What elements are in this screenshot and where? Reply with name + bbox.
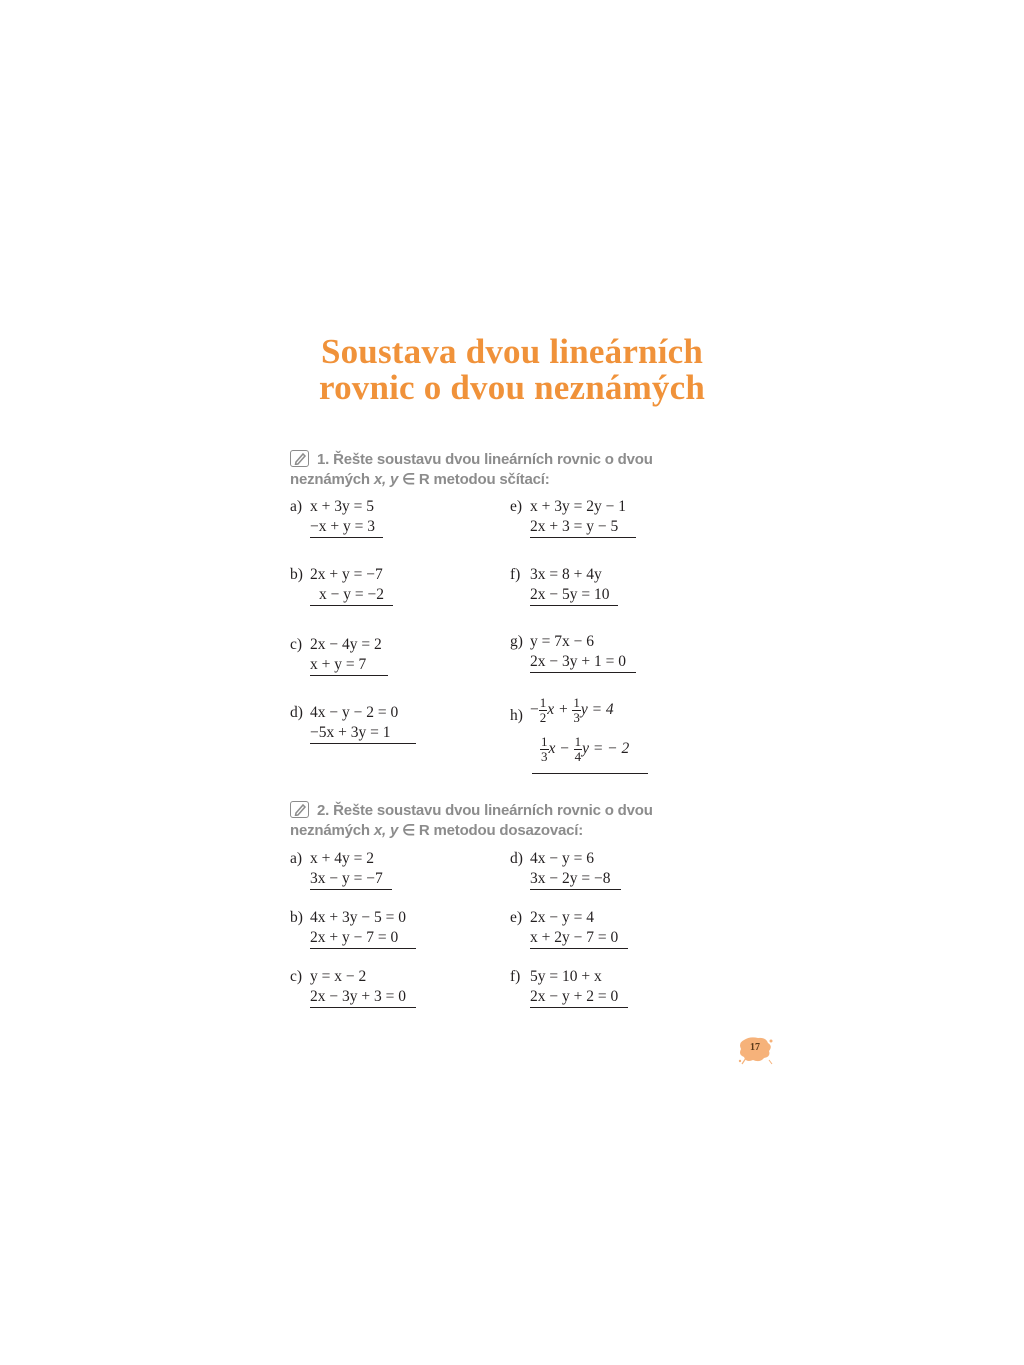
fraction: $\frac{1}{2}$ — [539, 695, 547, 725]
underline — [530, 889, 621, 890]
page-title — [256, 334, 768, 406]
equation: −5x + 3y = 1 — [310, 724, 391, 741]
underline — [310, 1007, 416, 1008]
equation: y = 7x − 6 — [530, 633, 594, 650]
underline — [532, 773, 648, 774]
underline — [530, 948, 628, 949]
task-1-heading-line-1: 1. Řešte soustavu dvou lineárních rovnic o dvou — [317, 451, 653, 468]
equation: $\frac{1}{3}$ x − $\frac{1}{4}$ y = − 2 — [541, 734, 630, 764]
title-line-2: rovnic o dvou neznámých — [318, 368, 706, 407]
equation: x + 4y = 2 — [310, 850, 374, 867]
task-2-heading-line-1: 2. Řešte soustavu dvou lineárních rovnic o dvou — [317, 802, 653, 819]
underline — [310, 948, 416, 949]
equation: −x + y = 3 — [310, 518, 375, 535]
equation: − $\frac{1}{2}$ x + $\frac{1}{3}$ y = 4 — [530, 695, 614, 725]
equation: 2x + 3 = y − 5 — [530, 518, 619, 535]
fraction: $\frac{1}{4}$ — [574, 734, 582, 764]
task-2-heading — [290, 801, 730, 841]
underline — [530, 537, 636, 538]
equation: x + 3y = 5 — [310, 498, 374, 515]
task-2-heading-line-2: neznámých x, y ∈ R metodou dosazovací: — [290, 822, 584, 839]
underline — [530, 672, 636, 673]
underline — [530, 1007, 628, 1008]
title-line-1: Soustava dvou lineárních — [320, 332, 704, 371]
equation: 2x − 5y = 10 — [530, 586, 610, 603]
equation: 4x + 3y − 5 = 0 — [310, 909, 406, 926]
equation: 3x = 8 + 4y — [530, 566, 602, 583]
pencil-icon — [290, 801, 309, 818]
equation: 4x − y = 6 — [530, 850, 594, 867]
underline — [530, 605, 618, 606]
equation: 2x − 3y + 3 = 0 — [310, 988, 406, 1005]
fraction: $\frac{1}{3}$ — [573, 695, 580, 725]
fraction: $\frac{1}{3}$ — [541, 734, 548, 764]
underline — [310, 743, 416, 744]
underline — [310, 537, 383, 538]
equation: 2x − 4y = 2 — [310, 636, 382, 653]
equation: x + 3y = 2y − 1 — [530, 498, 626, 515]
underline — [310, 675, 388, 676]
equation: 5y = 10 + x — [530, 968, 602, 985]
textbook-page: Soustava dvou lineárních rovnic o dvou neznámých 1. Řešte soustavu dvou lineárních rovnic o dvou neznámých x, y ∈ R metodou sčítací: a) x + 3y = 5 −x + y = 3 b) 2x + y = −7 x − y = −2 c) 2x − 4y = 2 x + y = 7 d) 4x − y − 2 = 0 −5x + 3y = 1 e) x + 3y = 2y − 1 2x + 3 = y − 5 f) 3x = 8 + 4y 2x − 5y = 10 g) y = 7x − 6 2x − 3y + 1 = 0 h) − $\frac{1}{2}$ x + $\frac{1}{3}$ y = 4 $\frac{1}{3}$ x − $\frac{1}{4}$ y = − 2 2. Řešte soustavu dvou lineárních rovnic o dvou neznámých x, y ∈ R metodou dosazovací: a) x + 4y = 2 3x − y = −7 b) 4x + 3y − 5 = 0 2x + y − 7 = 0 c) y = x − 2 2x − 3y + 3 = 0 d) 4x − y = 6 3x − 2y = −8 e) 2x − y = 4 x + 2y − 7 = 0 f) 5y = 10 + x 2x − y + 2 = 0 17 — [0, 0, 1024, 1365]
equation: x + 2y − 7 = 0 — [530, 929, 619, 946]
underline — [310, 605, 393, 606]
equation: 3x − 2y = −8 — [530, 870, 611, 887]
page-number: 17 — [750, 1042, 760, 1053]
equation: 2x + y − 7 = 0 — [310, 929, 399, 946]
page-number-badge — [736, 1034, 774, 1066]
equation: x − y = −2 — [319, 586, 384, 603]
task-1-heading-line-2: neznámých x, y ∈ R metodou sčítací: — [290, 471, 550, 488]
pencil-icon — [290, 450, 309, 467]
equation: 4x − y − 2 = 0 — [310, 704, 399, 721]
underline — [310, 889, 392, 890]
equation: x + y = 7 — [310, 656, 367, 673]
equation: y = x − 2 — [310, 968, 367, 985]
equation: 2x − y + 2 = 0 — [530, 988, 619, 1005]
equation: 2x − y = 4 — [530, 909, 594, 926]
equation: 2x + y = −7 — [310, 566, 383, 583]
equation: 2x − 3y + 1 = 0 — [530, 653, 626, 670]
task-1-heading — [290, 450, 730, 490]
equation: 3x − y = −7 — [310, 870, 383, 887]
